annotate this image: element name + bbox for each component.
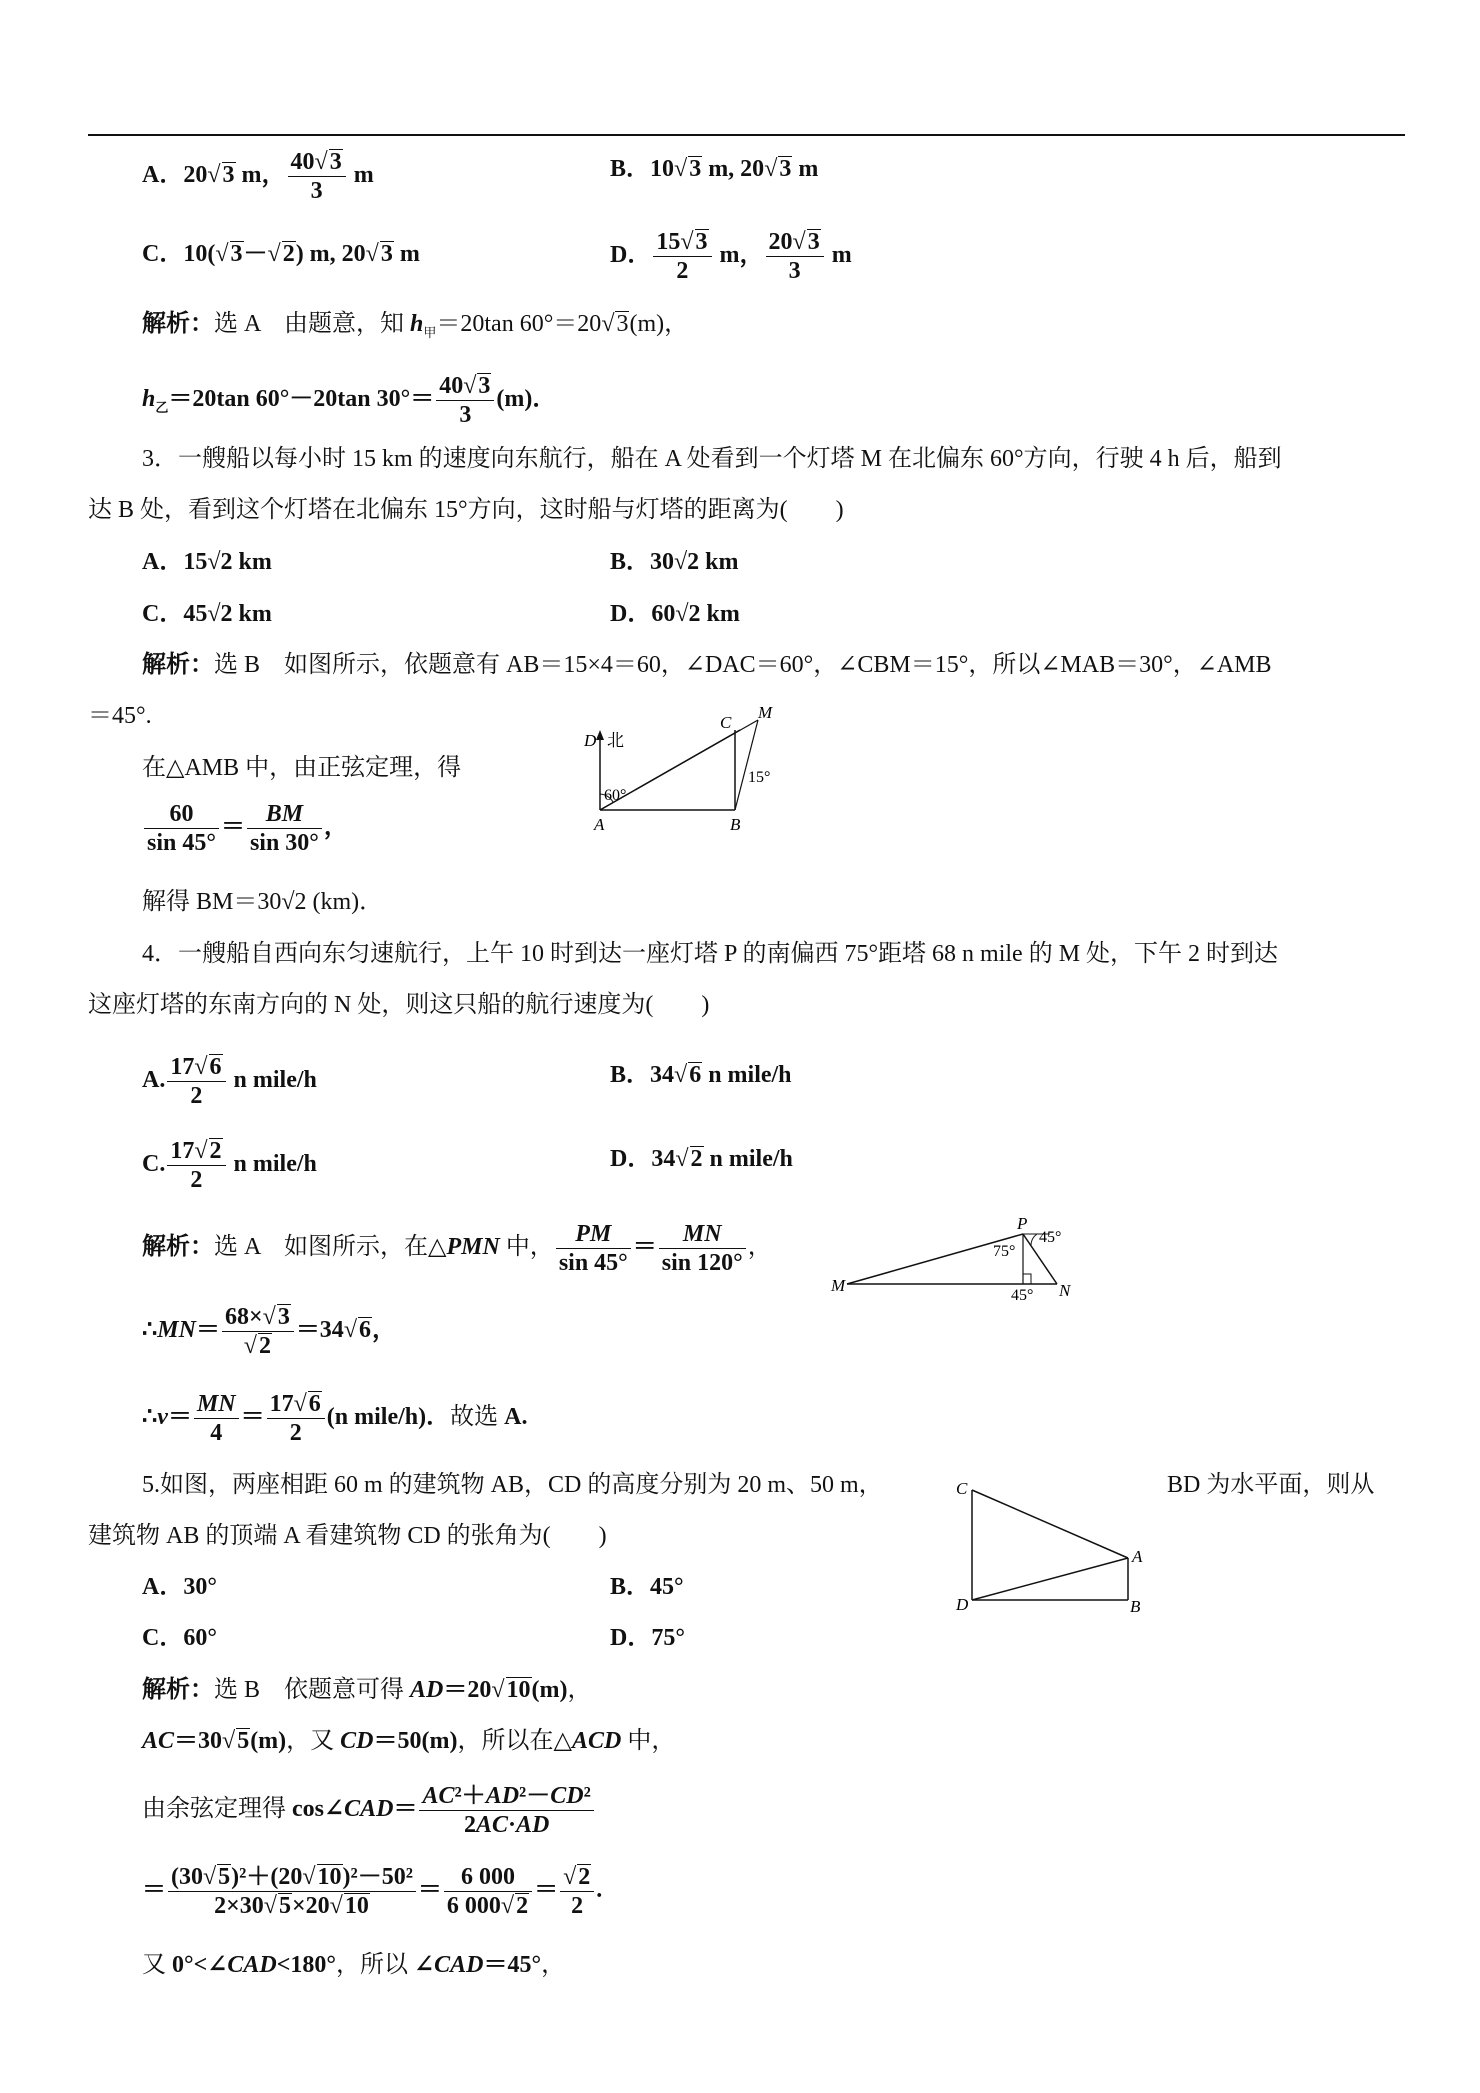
q3-analysis-line-4: $\frac{60}{\sin 45^\circ}$ ＝ $\frac{BM}{\sin 30^\circ}$ ， <box>142 800 348 857</box>
q3-label-north: 北 <box>607 731 624 750</box>
q3-option-d: D．60√2 km <box>610 601 740 627</box>
q5-option-c: C．60° <box>142 1625 217 1651</box>
q5-analysis-line-1: 解析：选 B 依题意可得 AD＝20√10(m)， <box>142 1677 592 1703</box>
q4-analysis-line-1: 解析：选 A 如图所示，在△PMN 中， $\frac{PM}{\sin 45^\circ}$ ＝ $\frac{MN}{\sin 120^\circ}$ ， <box>142 1221 772 1276</box>
q3-figure <box>580 700 790 840</box>
q2-option-c: C．10(√3－√2) m, 20√3 m <box>142 241 420 267</box>
q4-option-b: B．34√6 n mile/h <box>610 1062 792 1088</box>
q5-label-a: A <box>1132 1547 1143 1566</box>
q5-stem-line-1b: BD 为水平面，则从 <box>1167 1472 1375 1498</box>
q3-label-60: 60° <box>604 787 627 804</box>
q5-da-line <box>972 1558 1128 1600</box>
q4-analysis-line-2: ∴MN＝ $\frac{68\times√3}{√2}$ ＝34√6， <box>142 1304 396 1359</box>
q4-option-a: A. $\frac{17√6}{2}$ n mile/h <box>142 1054 317 1109</box>
header-rule <box>88 134 1405 136</box>
q2-analysis-line-1: 解析：选 A 由题意，知 $h_甲=20\tan$ 60°＝20√3(m)， <box>142 311 689 340</box>
q4-label-n: N <box>1059 1281 1071 1300</box>
q3-stem-line-2: 达 B 处，看到这个灯塔在北偏东 15°方向，这时船与灯塔的距离为( ) <box>88 497 844 523</box>
q4-figure <box>825 1212 1085 1302</box>
q5-stem-line-2: 建筑物 AB 的顶端 A 看建筑物 CD 的张角为( ) <box>88 1523 607 1549</box>
q4-option-d: D．34√2 n mile/h <box>610 1146 793 1172</box>
q2-option-a: A．20√3 m， $\frac{40√3}{3}$ m <box>142 149 374 204</box>
q5-analysis-line-2: AC＝30√5(m)，又 CD＝50(m)，所以在△ACD 中， <box>142 1728 676 1754</box>
q5-option-b: B．45° <box>610 1574 684 1600</box>
q5-label-b: B <box>1130 1597 1141 1616</box>
q3-label-m: M <box>758 703 773 722</box>
q4-label-45-top: 45° <box>1039 1229 1062 1246</box>
q2-option-b: B．10√3 m, 20√3 m <box>610 156 819 182</box>
q3-analysis-line-5: 解得 BM＝30√2 (km)． <box>142 889 384 915</box>
q5-figure <box>950 1470 1150 1620</box>
q3-analysis-line-2: ＝45°. <box>88 703 152 729</box>
q5-analysis-line-3: 由余弦定理得 cos∠CAD＝ $\frac{\text{AC²＋AD²－CD²}}{2AC\cdot AD}$ <box>142 1782 596 1839</box>
q4-right-angle-mark <box>1023 1274 1031 1284</box>
q3-label-15: 15° <box>748 769 771 786</box>
q3-label-b: B <box>730 815 741 834</box>
q4-label-m: M <box>831 1276 846 1295</box>
q3-option-c: C．45√2 km <box>142 601 272 627</box>
q4-label-45-bottom: 45° <box>1011 1287 1034 1302</box>
q2-option-d: D． $\frac{15√3}{2}$ m， $\frac{20√3}{3}$ m <box>610 229 852 284</box>
q3-option-a: A．15√2 km <box>142 549 272 575</box>
q3-analysis-line-3: 在△AMB 中，由正弦定理，得 <box>142 755 462 781</box>
q4-stem-line-2: 这座灯塔的东南方向的 N 处，则这只船的航行速度为( ) <box>88 992 710 1018</box>
q5-analysis-line-4: ＝ $\frac{\text{(30√5)²＋(20√10)²－50²}}{2\times 30√5\times 20√10}$ ＝ $\frac{6 000}{6 000√2}$ ＝ $\frac{√2}{2}$ . <box>142 1864 603 1919</box>
q4-stem-line-1: 4．一艘船自西向东匀速航行，上午 10 时到达一座灯塔 P 的南偏西 75°距塔 68 n mile 的 M 处，下午 2 时到达 <box>142 941 1279 967</box>
q5-option-d: D．75° <box>610 1625 685 1651</box>
q4-label-75: 75° <box>993 1243 1016 1260</box>
q5-option-a: A．30° <box>142 1574 217 1600</box>
q3-analysis-line-1: 解析：选 B 如图所示，依题意有 AB＝15×4＝60，∠DAC＝60°，∠CBM＝15°，所以∠MAB＝30°，∠AMB <box>142 652 1272 678</box>
q3-bm-line <box>735 720 758 810</box>
q4-angle-45-top-arc <box>1031 1234 1037 1245</box>
q3-label-d: D <box>584 731 597 750</box>
q4-label-p: P <box>1017 1214 1028 1233</box>
q3-label-c: C <box>720 713 732 732</box>
q3-stem-line-1: 3．一艘船以每小时 15 km 的速度向东航行，船在 A 处看到一个灯塔 M 在北偏东 60°方向，行驶 4 h 后，船到 <box>142 446 1282 472</box>
q3-option-b: B．30√2 km <box>610 549 739 575</box>
q5-analysis-line-5: 又 0°<∠CAD<180°，所以 ∠CAD＝45°， <box>142 1952 566 1978</box>
q5-label-d: D <box>956 1595 969 1614</box>
q5-stem-line-1a: 5.如图，两座相距 60 m 的建筑物 AB，CD 的高度分别为 20 m、50 m， <box>142 1472 883 1498</box>
q5-label-c: C <box>956 1479 968 1498</box>
q4-option-c: C. $\frac{17√2}{2}$ n mile/h <box>142 1138 317 1193</box>
north-arrow-icon <box>596 730 604 740</box>
q2-analysis-line-2: $h_乙=20\tan$ 60°－20tan 30°＝ $\frac{40√3}{3}$ (m)． <box>142 373 557 428</box>
q4-analysis-line-3: ∴v＝ $\frac{MN}{4}$ ＝ $\frac{17√6}{2}$ (n mile/h)．故选 A. <box>142 1391 528 1446</box>
q5-ca-line <box>972 1490 1128 1558</box>
q3-label-a: A <box>594 815 605 834</box>
